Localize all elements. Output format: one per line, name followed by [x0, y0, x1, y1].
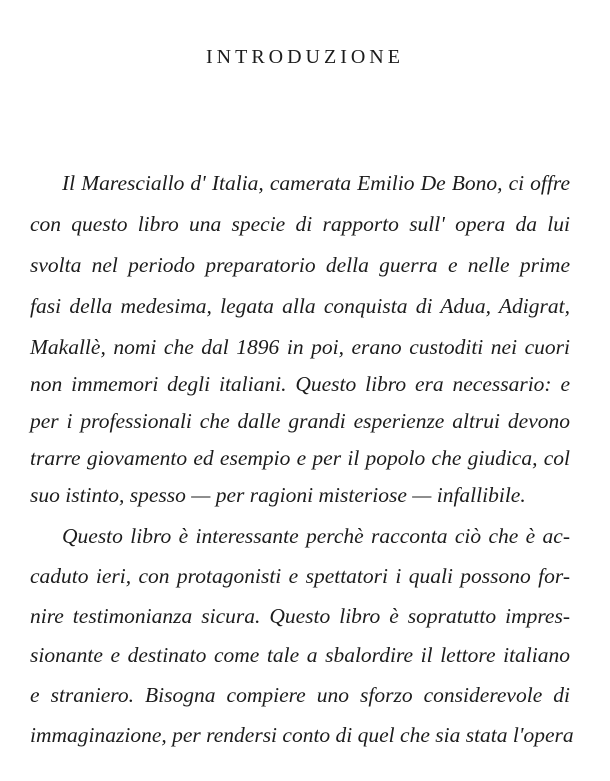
text-line: e straniero. Bisogna compiere uno sforzo considerevole di: [30, 683, 570, 707]
text-line: non immemori degli italiani. Questo libro era necessario: e: [30, 372, 570, 396]
text-line: caduto ieri, con protagonisti e spettatori i quali possono for-: [30, 564, 570, 588]
text-line: nire testimonianza sicura. Questo libro è sopratutto impres-: [30, 604, 570, 628]
text-line: trarre giovamento ed esempio e per il popolo che giudica, col: [30, 446, 570, 470]
text-line: per i professionali che dalle grandi esperienze altrui devono: [30, 409, 570, 433]
text-line: Il Maresciallo d' Italia, camerata Emilio De Bono, ci offre: [62, 171, 570, 195]
text-line-paragraph-start: Questo libro è interessante perchè racconta ciò che è ac-: [62, 524, 570, 548]
text-line: con questo libro una specie di rapporto sull' opera da lui: [30, 212, 570, 236]
text-line: immaginazione, per rendersi conto di quel che sia stata l'opera: [30, 723, 574, 747]
text-line-paragraph-end: suo istinto, spesso — per ragioni misteriose — infallibile.: [30, 483, 526, 507]
text-line: sionante e destinato come tale a sbalordire il lettore italiano: [30, 643, 570, 667]
text-line: Makallè, nomi che dal 1896 in poi, erano custoditi nei cuori: [30, 335, 570, 359]
chapter-title: INTRODUZIONE: [206, 46, 404, 68]
text-line: svolta nel periodo preparatorio della guerra e nelle prime: [30, 253, 570, 277]
text-line: fasi della medesima, legata alla conquista di Adua, Adigrat,: [30, 294, 570, 318]
